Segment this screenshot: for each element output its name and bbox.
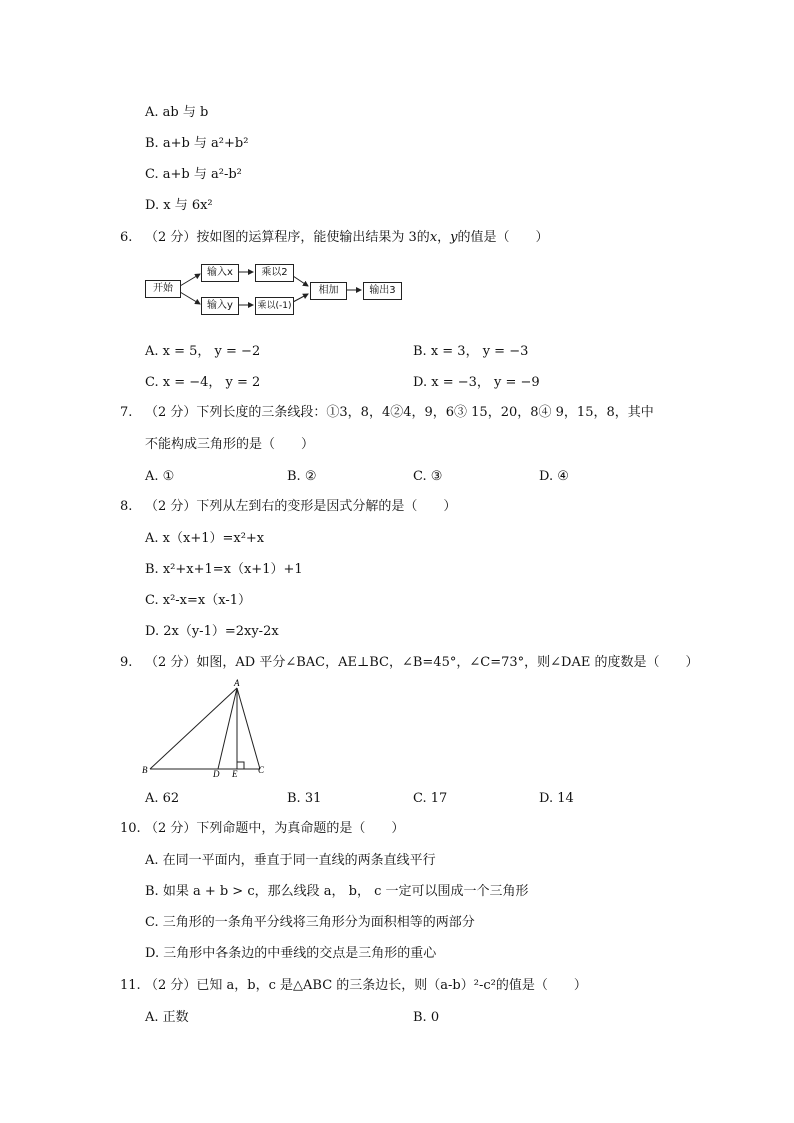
side-ac (237, 688, 260, 769)
flow-input-x-box: 输入x (201, 264, 239, 282)
q8-option-b: B. x²+x+1=x（x+1）+1 (145, 562, 303, 577)
q6-stem (145, 229, 549, 247)
q9-triangle-figure (140, 678, 280, 778)
q8-option-a: A. x（x+1）=x²+x (145, 531, 265, 546)
q7-option-a: A. ① (145, 469, 175, 484)
q8-option-d: D. 2x（y-1）=2xy-2x (145, 624, 279, 639)
flow-add-box: 相加 (310, 282, 347, 300)
q6-option-d: D. x = −3， y = −9 (413, 375, 540, 390)
q9-option-c: C. 17 (413, 791, 448, 806)
q6-stem-end: 的值是（ ） (457, 230, 549, 245)
flow-multiply-neg1-box: 乘以(-1) (255, 297, 294, 315)
q9-number: 9. (120, 655, 133, 670)
q7-stem-line1: （2 分）下列长度的三条线段：①3，8，4②4，9，6③ 15，20，8④ 9，15，8，其中 (145, 405, 654, 420)
q9-stem: （2 分）如图，AD 平分∠BAC，AE⊥BC，∠B=45°，∠C=73°，则∠DAE 的度数是（ ） (145, 655, 699, 670)
label-c: C (258, 765, 265, 775)
q6-option-b: B. x = 3， y = −3 (413, 344, 529, 359)
label-a: A (234, 678, 240, 688)
q6-number: 6. (120, 230, 133, 245)
q11-number: 11. (120, 978, 141, 993)
q7-number: 7. (120, 405, 133, 420)
q9-option-d: D. 14 (539, 791, 574, 806)
q5-option-a: A. ab 与 b (145, 105, 209, 120)
q5-option-c: C. a+b 与 a²-b² (145, 167, 242, 182)
q7-option-c: C. ③ (413, 469, 443, 484)
q7-option-b: B. ② (287, 469, 317, 484)
q6-stem-y: y (450, 230, 458, 245)
label-b: B (142, 765, 148, 775)
q6-option-a: A. x = 5， y = −2 (145, 344, 261, 359)
q7-option-d: D. ④ (539, 469, 569, 484)
flow-start-box: 开始 (145, 280, 181, 298)
q8-number: 8. (120, 499, 133, 514)
q8-option-c: C. x²-x=x（x-1） (145, 593, 252, 608)
side-ab (150, 688, 237, 769)
q11-stem: （2 分）已知 a，b，c 是△ABC 的三条边长，则（a-b）²-c²的值是（ ） (145, 978, 587, 993)
q11-option-a: A. 正数 (145, 1010, 189, 1025)
q10-option-d: D. 三角形中各条边的中垂线的交点是三角形的重心 (145, 946, 437, 961)
label-d: D (213, 769, 220, 778)
q5-option-b: B. a+b 与 a²+b² (145, 136, 249, 151)
q10-number: 10. (120, 821, 141, 836)
bisector-ad (218, 688, 237, 769)
flow-multiply-2-box: 乘以2 (255, 264, 294, 282)
q11-option-b: B. 0 (413, 1010, 440, 1025)
q8-stem: （2 分）下列从左到右的变形是因式分解的是（ ） (145, 499, 457, 514)
q6-option-c: C. x = −4， y = 2 (145, 375, 261, 390)
flow-input-y-box: 输入y (201, 297, 239, 315)
q10-stem: （2 分）下列命题中，为真命题的是（ ） (145, 821, 405, 836)
q7-stem-line2: 不能构成三角形的是（ ） (145, 437, 315, 452)
q6-stem-sep: ， (437, 230, 451, 245)
q9-option-b: B. 31 (287, 791, 322, 806)
q9-option-a: A. 62 (145, 791, 180, 806)
q6-stem-text: （2 分）按如图的运算程序，能使输出结果为 3的 (145, 230, 430, 245)
q6-stem-x: x (429, 230, 438, 245)
flow-output-box: 输出3 (363, 282, 402, 300)
q10-option-a: A. 在同一平面内，垂直于同一直线的两条直线平行 (145, 853, 436, 868)
q10-option-c: C. 三角形的一条角平分线将三角形分为面积相等的两部分 (145, 915, 475, 930)
label-e: E (232, 769, 238, 778)
q10-option-b: B. 如果 a + b > c，那么线段 a， b， c 一定可以围成一个三角形 (145, 884, 529, 899)
q6-flowchart (145, 262, 415, 322)
q5-option-d: D. x 与 6x² (145, 198, 213, 213)
right-angle-mark (237, 762, 244, 769)
